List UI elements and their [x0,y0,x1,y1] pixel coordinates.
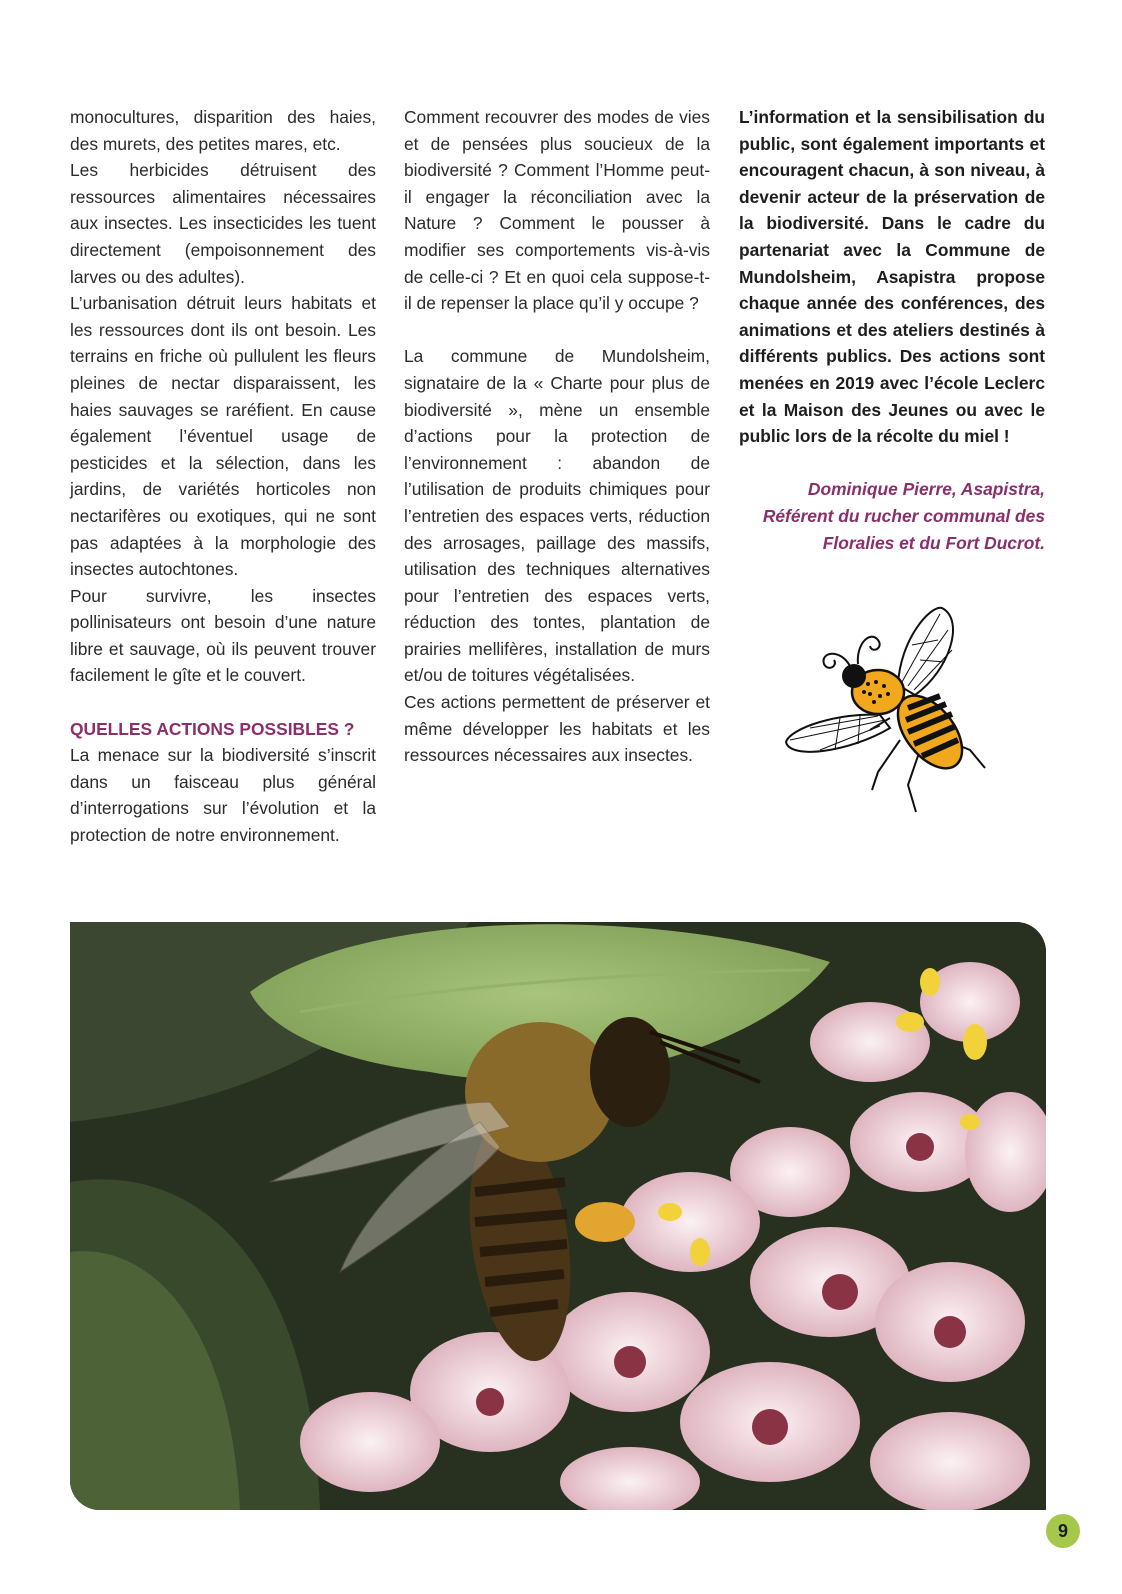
section-heading: QUELLES ACTIONS POSSIBLES ? [70,718,355,739]
paragraph: Ces actions permettent de préserver et même développer les habitats et les ressources nécessaires aux insectes. [404,692,710,766]
paragraph: La commune de Mundolsheim, signataire de la « Charte pour plus de biodiversité », mène un ensemble d’actions pour la protection de l’environnement : abandon de l’utilisation de produits chimiques pour l’entretien des espaces verts, réduction des arrosages, paillage des massifs, utilisation des techniques alternatives pour l’entretien des espaces verts, réduction des tontes, plantation de prairies mellifères, installation de murs et/ou de toitures végétalisées. [404,346,710,686]
signature-line: Référent du rucher communal des Floralies et du Fort Ducrot. [762,505,1045,553]
bee-on-flowers-photo [70,922,1046,1510]
author-signature [739,476,1045,556]
signature-line: Dominique Pierre, Asapistra, [807,479,1045,500]
paragraph: La menace sur la biodiversité s’inscrit dans un faisceau plus général d’interrogations sur l’évolution et la protection de notre environnement. [70,745,376,846]
column-right [739,104,1045,556]
paragraph: L’information et la sensibilisation du public, sont également importants et encouragent chacun, à son niveau, à devenir acteur de la préservation de la biodiversité. Dans le cadre du partenariat avec la Commune de Mundolsheim, Asapistra propose chaque année des conférences, des animations et des ateliers destinés à différents publics. Des actions sont menées en 2019 avec l’école Leclerc et la Maison des Jeunes ou avec le public lors de la récolte du miel ! [739,107,1045,447]
paragraph: monocultures, disparition des haies, des murets, des petites mares, etc. [70,107,376,154]
column-middle [404,104,710,769]
paragraph: Comment recouvrer des modes de vies et de pensées plus soucieux de la biodiversité ? Comment l’Homme peut-il engager la réconciliation avec la Nature ? Comment le pousser à modifier ses comportements vis-à-vis de celle-ci ? Et en quoi cela suppose-t-il de repenser la place qu’il y occupe ? [404,107,710,314]
column-left [70,104,376,849]
bee-icon [780,600,1010,825]
paragraph: Pour survivre, les insectes pollinisateurs ont besoin d’une nature libre et sauvage, où ils peuvent trouver facilement le gîte et le couvert. [70,585,376,686]
paragraph: L’urbanisation détruit leurs habitats et les ressources dont ils ont besoin. Les terrains en friche où pullulent les fleurs pleines de nectar disparaissent, les haies sauvages se raréfient. En cause également l’éventuel usage de pesticides et la sélection, dans les jardins, de variétés horticoles non nectarifères ou exotiques, qui ne sont pas adaptées à la morphologie des insectes autochtones. [70,293,376,580]
paragraph: Les herbicides détruisent des ressources alimentaires nécessaires aux insectes. Les insecticides les tuent directement (empoisonnement des larves ou des adultes). [70,160,376,287]
page-number-badge: 9 [1046,1514,1080,1548]
